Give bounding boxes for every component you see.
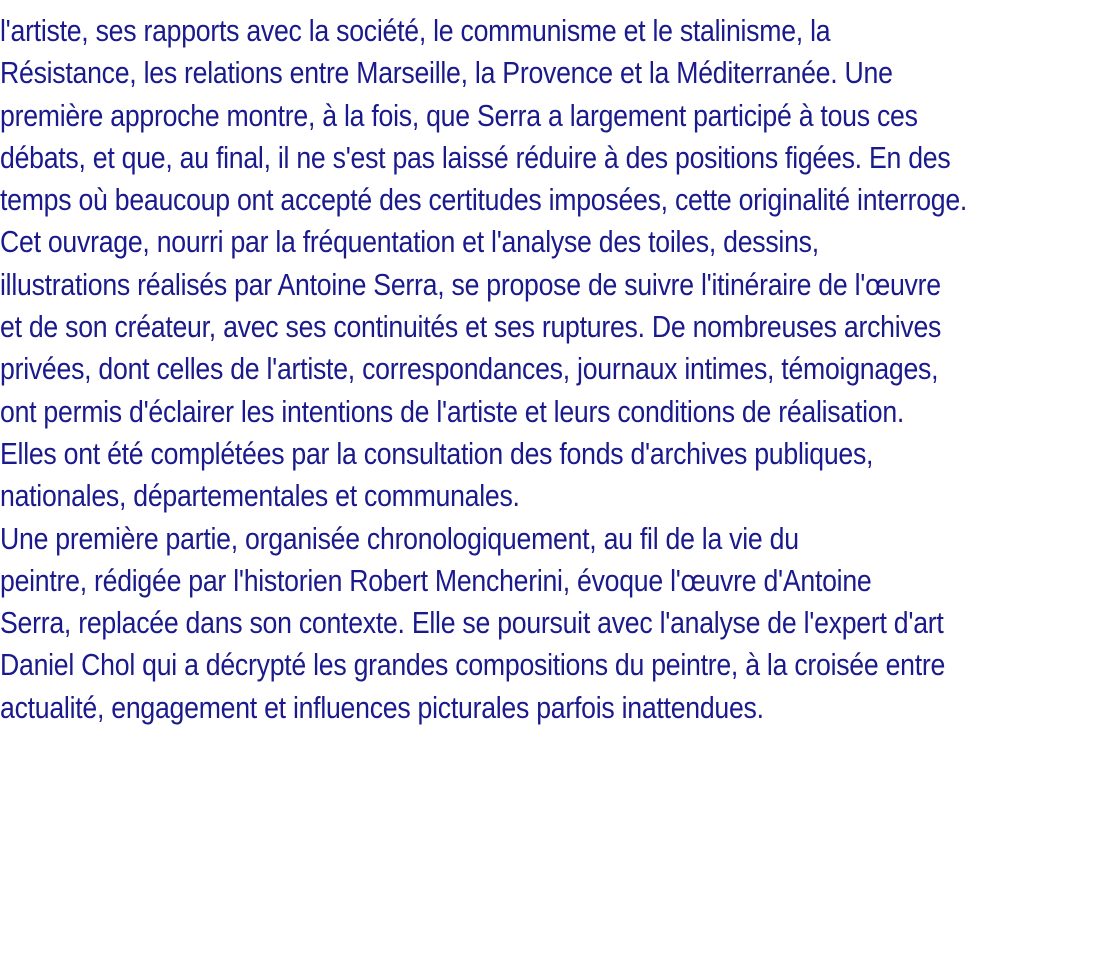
document-text-block: [0, 10, 968, 729]
text-line: Résistance, les relations entre Marseille, la Provence et la Méditerranée. Une: [0, 55, 893, 91]
text-line: peintre, rédigée par l'historien Robert Mencherini, évoque l'œuvre d'Antoine: [0, 562, 872, 598]
text-line: l'artiste, ses rapports avec la société, le communisme et le stalinisme, la: [0, 13, 831, 48]
text-line: illustrations réalisés par Antoine Serra, se propose de suivre l'itinéraire de l'œuvre: [0, 266, 941, 302]
text-line: ont permis d'éclairer les intentions de l'artiste et leurs conditions de réalisation.: [0, 393, 905, 429]
text-line: première approche montre, à la fois, que Serra a largement participé à tous ces: [0, 97, 918, 133]
text-line: Une première partie, organisée chronologiquement, au fil de la vie du: [0, 520, 799, 556]
text-line: et de son créateur, avec ses continuités et ses ruptures. De nombreuses archives: [0, 309, 942, 345]
text-line: Elles ont été complétées par la consultation des fonds d'archives publiques,: [0, 435, 874, 471]
text-line: débats, et que, au final, il ne s'est pas laissé réduire à des positions figées. En des: [0, 139, 951, 175]
text-line: temps où beaucoup ont accepté des certitudes imposées, cette originalité interroge.: [0, 182, 968, 218]
text-line: Serra, replacée dans son contexte. Elle se poursuit avec l'analyse de l'expert d'art: [0, 605, 944, 641]
text-line: Cet ouvrage, nourri par la fréquentation et l'analyse des toiles, dessins,: [0, 224, 819, 260]
text-line: nationales, départementales et communales.: [0, 478, 520, 514]
text-line: privées, dont celles de l'artiste, correspondances, journaux intimes, témoignages,: [0, 351, 939, 387]
text-line: Daniel Chol qui a décrypté les grandes compositions du peintre, à la croisée entre: [0, 647, 946, 683]
text-line: actualité, engagement et influences picturales parfois inattendues.: [0, 689, 764, 725]
